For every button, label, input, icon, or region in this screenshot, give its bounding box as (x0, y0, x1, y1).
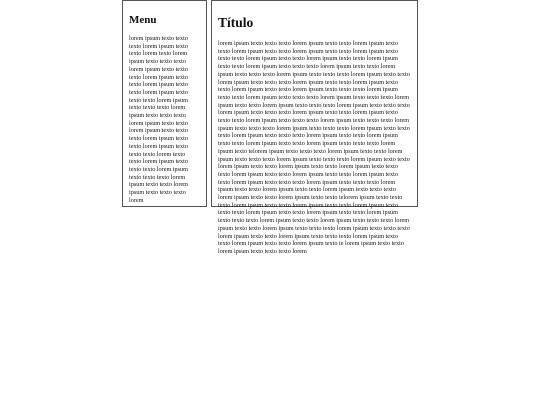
main-text: lorem ipsum texto texto texto lorem ipsum texto texto lorem ipsum texto texto lorem ipsum texto texto lorem ipsum texto texto lorem ipsum texto texto texto lorem ipsum texto texto lorem ipsum texto texto lorem ipsum texto texto lorem ipsum texto texto texto lorem ipsum texto texto lorem ipsum texto texto texto lorem ipsum texto texto texto lorem ipsum texto texto lorem ipsum texto texto texto lorem ipsum texto texto lorem ipsum texto texto lorem ipsum texto texto lorem ipsum texto texto texto lorem ipsum texto texto lorem ipsum texto texto texto lorem ipsum texto texto texto lorem ipsum texto texto lorem ipsum texto texto texto lorem ipsum texto texto texto lorem ipsum texto texto texto lorem ipsum texto texto lorem ipsum texto texto texto lorem ipsum texto texto texto lorem ipsum texto texto texto lorem ipsum texto texto texto lorem ipsum texto texto texto lorem ipsum texto texto texto lorem ipsum texto texto texto lorem ipsum texto texto lorem ipsum texto texto lorem ipsum texto texto lorem ipsum texto texto texto lorem ipsum texto telorem ipsum texto texto texto lorem ipsum texto texto lorem ipsum texto texto texto lorem ipsum texto texto texto lorem ipsum texto texto lorem ipsum texto texto lorem ipsum texto texto lorem ipsum texto texto texto lorem ipsum texto texto lorem ipsum texto texto lorem ipsum texto texto lorem ipsum texto texto texto lorem ipsum texto texto texto lorem ipsum texto texto lorem ipsum texto texto lorem ipsum texto texto texto lorem ipsum texto texto lorem ipsum texto texto telorem ipsum texto texto texto lorem ipsum texto texto lorem ipsum texto texto lorem ipsum texto texto texto lorem ipsum texto texto lorem ipsum texto texto lorem ipsum texto texto texto lorem ipsum texto texto lorem ipsum texto texto texto lorem ipsum texto texto lorem ipsum texto texto texto lorem ipsum texto texto texto lorem ipsum texto texto lorem ipsum texto texto texto lorem ipsum texto texto lorem ipsum texto texto lorem ipsum texto te lorem ipsum texto texto lorem ipsum texto texto texto lorem (218, 40, 410, 255)
sidebar-text: lorem ipsum texto texto texto lorem ipsum texto texto lorem texto lorem ipsum texto texto texto lorem ipsum texto texto texto lorem ipsum texto texto lorem ipsum texto texto lorem ipsum texto texto texto lorem ipsum texto texto texto lorem ipsum texto texto texto lorem ipsum texto texto lorem ipsum texto texto texto lorem ipsum texto texto lorem ipsum texto texto texto lorem texto texto lorem ipsum texto texto texto lorem ipsum texto texto texto lorem ipsum texto texto lorem ipsum texto texto texto lorem (129, 35, 188, 204)
sidebar-menu (122, 0, 207, 207)
main-content (211, 0, 418, 255)
menu-heading: Menu (129, 14, 157, 26)
page-title: Título (218, 15, 254, 30)
